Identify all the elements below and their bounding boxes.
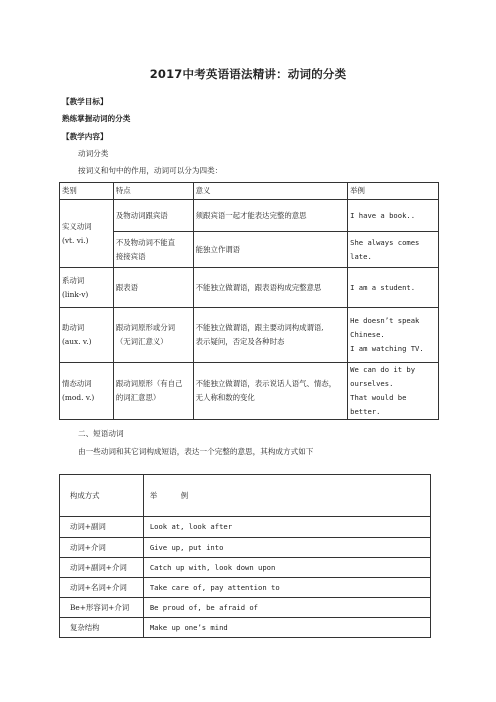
header-feature: 特点 [113, 183, 193, 200]
content-heading: 【教学内容】 [62, 132, 108, 141]
example-text: He doesn’t speak [350, 316, 420, 325]
feature-cell [113, 308, 193, 363]
goal-heading: 【教学目标】 [62, 97, 108, 106]
example-cell [348, 308, 439, 363]
structure-cell: 复杂结构 [60, 618, 144, 638]
structure-cell: 动词+副词+介词 [60, 558, 144, 578]
feature-text: 跟动词原形（有自己 [115, 379, 183, 388]
category-name: 助动词 [62, 323, 85, 332]
example-text: I have a book.. [350, 210, 416, 220]
meaning-text: 不能独立做谓语，跟表语构成完整意思 [195, 282, 322, 292]
table-row [60, 363, 439, 420]
category-cell [60, 200, 114, 268]
example-text-line3: I am watching TV. [350, 344, 424, 353]
feature-text: 不及物动词不能直 [115, 237, 176, 247]
meaning-text-line2: 无人称和数的变化 [195, 393, 255, 402]
meaning-cell [193, 232, 347, 268]
structure-cell: 动词+介词 [60, 538, 144, 558]
feature-text: 及物动词跟宾语 [115, 210, 168, 220]
feature-cell [113, 232, 193, 268]
example-cell: Take care of, pay attention to [143, 578, 430, 598]
section2-heading: 二、短语动词 [78, 429, 124, 438]
feature-text-line2: 接接宾语 [115, 251, 146, 261]
table-row [60, 618, 431, 638]
meaning-text: 不能独立做谓语，表示说话人语气、情态， [195, 379, 337, 388]
section2-intro: 由一些动词和其它词构成短语，表达一个完整的意思，其构成方式如下 [78, 447, 314, 456]
example-cell: Look at, look after [143, 517, 430, 538]
category-abbr: (mod. v.) [62, 393, 95, 402]
header-examples: 举 例 [143, 475, 430, 517]
table-header-row [60, 475, 431, 517]
feature-text-line2: 的词汇意思） [115, 393, 161, 402]
example-cell [348, 232, 439, 268]
feature-cell [113, 200, 193, 232]
table-header-row [60, 183, 439, 200]
structure-cell: Be+形容词+介词 [60, 598, 144, 618]
example-text-line2: That would be better. [350, 393, 407, 416]
meaning-text: 能独立作谓语 [195, 244, 241, 254]
meaning-cell [193, 308, 347, 363]
page-title: 2017中考英语语法精讲：动词的分类 [149, 67, 347, 81]
table-row [60, 598, 431, 618]
example-text: We can do it by ourselves. [350, 365, 416, 388]
example-text: She always comes late. [350, 237, 420, 261]
category-name: 情态动词 [62, 379, 92, 388]
category-name: 系动词 [62, 275, 85, 285]
table-row [60, 200, 439, 232]
category-name: 实义动词 [62, 221, 92, 231]
example-cell: Be proud of, be afraid of [143, 598, 430, 618]
feature-cell [113, 268, 193, 308]
example-cell: Catch up with, look down upon [143, 558, 430, 578]
header-category: 类别 [60, 183, 114, 200]
structure-cell: 动词+名词+介词 [60, 578, 144, 598]
example-cell [348, 200, 439, 232]
example-cell [348, 268, 439, 308]
category-cell [60, 363, 114, 420]
table-row [60, 268, 439, 308]
meaning-cell [193, 268, 347, 308]
example-text-line2: Chinese. [350, 330, 385, 339]
meaning-text: 不能独立做谓语，跟主要动词构成谓语, [195, 323, 324, 332]
section1-heading: 动词分类 [78, 149, 109, 158]
meaning-cell [193, 200, 347, 232]
feature-text-line2: （无词汇意义） [115, 337, 168, 346]
table-row [60, 308, 439, 363]
structure-cell: 动词+副词 [60, 517, 144, 538]
feature-cell [113, 363, 193, 420]
feature-text: 跟表语 [115, 282, 139, 292]
section1-intro: 按词义和句中的作用，动词可以分为四类： [78, 166, 223, 175]
header-meaning: 意义 [193, 183, 347, 200]
example-cell [348, 363, 439, 420]
verb-category-table [59, 182, 439, 420]
table-row [60, 517, 431, 538]
category-abbr: (aux. v.) [62, 337, 92, 346]
meaning-cell [193, 363, 347, 420]
category-cell [60, 268, 114, 308]
meaning-text-line2: 表示疑问，否定及各种时态 [195, 337, 285, 346]
header-example: 举例 [348, 183, 439, 200]
category-cell [60, 308, 114, 363]
table-row [60, 558, 431, 578]
category-abbr: (vt. vi.) [62, 235, 89, 245]
phrasal-verb-table [59, 474, 431, 638]
header-structure: 构成方式 [60, 475, 144, 517]
example-text: I am a student. [350, 282, 416, 292]
feature-text: 跟动词原形或分词 [115, 323, 176, 332]
table-row [60, 578, 431, 598]
meaning-text: 须跟宾语一起才能表达完整的意思 [195, 210, 307, 220]
example-cell: Give up, put into [143, 538, 430, 558]
table-row [60, 538, 431, 558]
example-cell: Make up one’s mind [143, 618, 430, 638]
table-row [60, 232, 439, 268]
category-abbr: (link-v) [62, 289, 89, 299]
goal-text: 熟练掌握动词的分类 [62, 114, 131, 123]
